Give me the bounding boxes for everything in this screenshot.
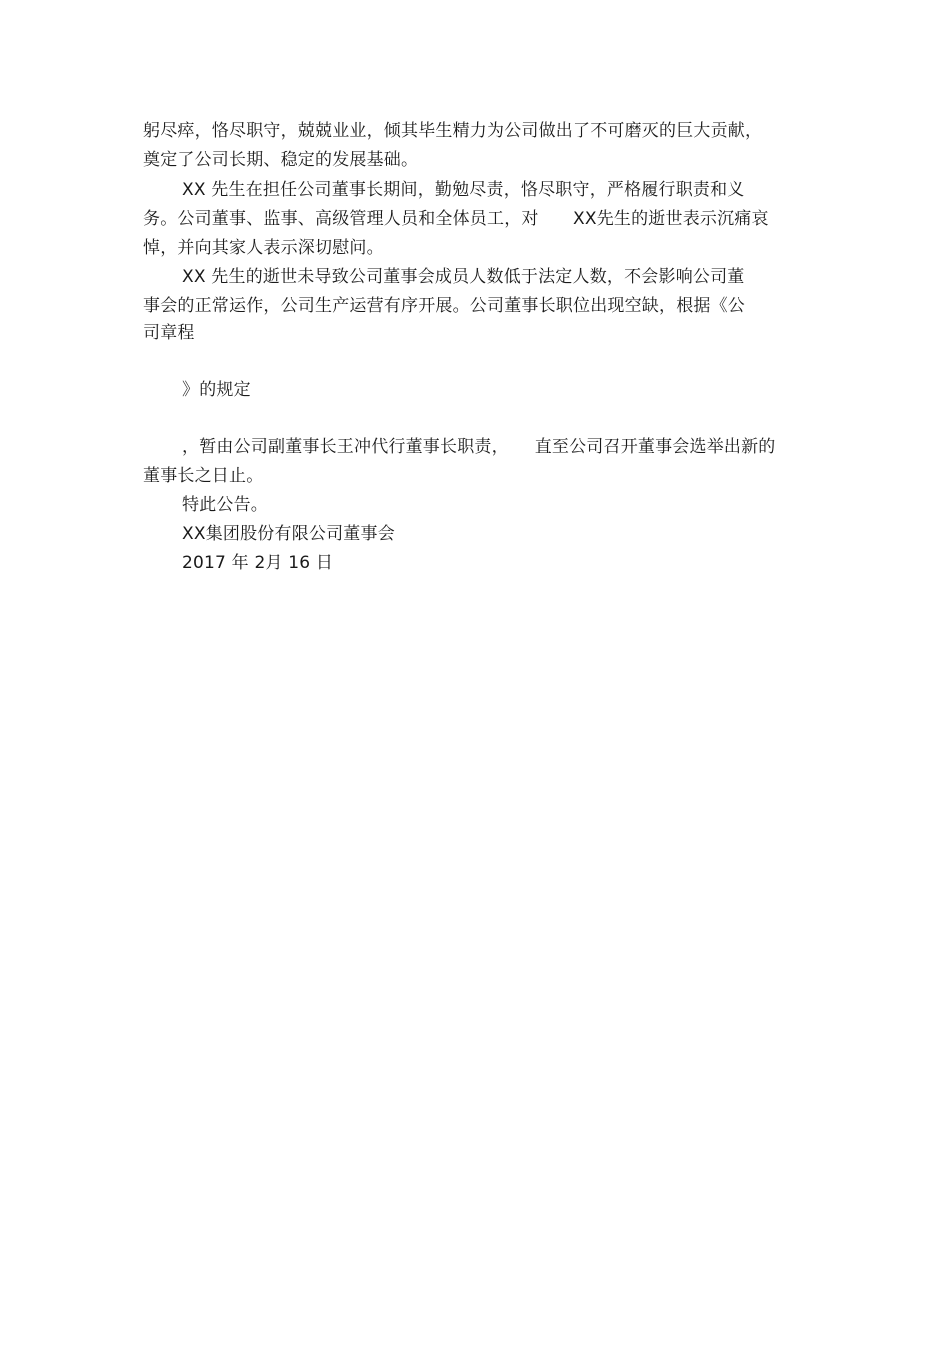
- body-text-line: ，暂由公司副董事长王冲代行董事长职责， 直至公司召开董事会选举出新的: [182, 437, 776, 457]
- body-text-line: 躬尽瘁，恪尽职守，兢兢业业，倾其毕生精力为公司做出了不可磨灭的巨大贡献，: [143, 121, 763, 141]
- body-text-line: 》的规定: [182, 380, 251, 400]
- body-text-line: 事会的正常运作，公司生产运营有序开展。公司董事长职位出现空缺，根据《公: [143, 296, 745, 316]
- body-text-line: 董事长之日止。: [143, 466, 264, 486]
- body-text-line: 务。公司董事、监事、高级管理人员和全体员工，对 XX先生的逝世表示沉痛哀: [143, 209, 769, 229]
- body-text-line: 奠定了公司长期、稳定的发展基础。: [143, 150, 419, 170]
- body-text-line: 司章程: [143, 323, 195, 343]
- body-text-line: XX 先生在担任公司董事长期间，勤勉尽责，恪尽职守，严格履行职责和义: [182, 180, 745, 200]
- signature-date: 2017 年 2月 16 日: [182, 553, 334, 573]
- signature-company: XX集团股份有限公司董事会: [182, 524, 395, 544]
- closing-text: 特此公告。: [182, 495, 268, 515]
- body-text-line: XX 先生的逝世未导致公司董事会成员人数低于法定人数，不会影响公司董: [182, 267, 745, 287]
- body-text-line: 悼，并向其家人表示深切慰问。: [143, 238, 384, 258]
